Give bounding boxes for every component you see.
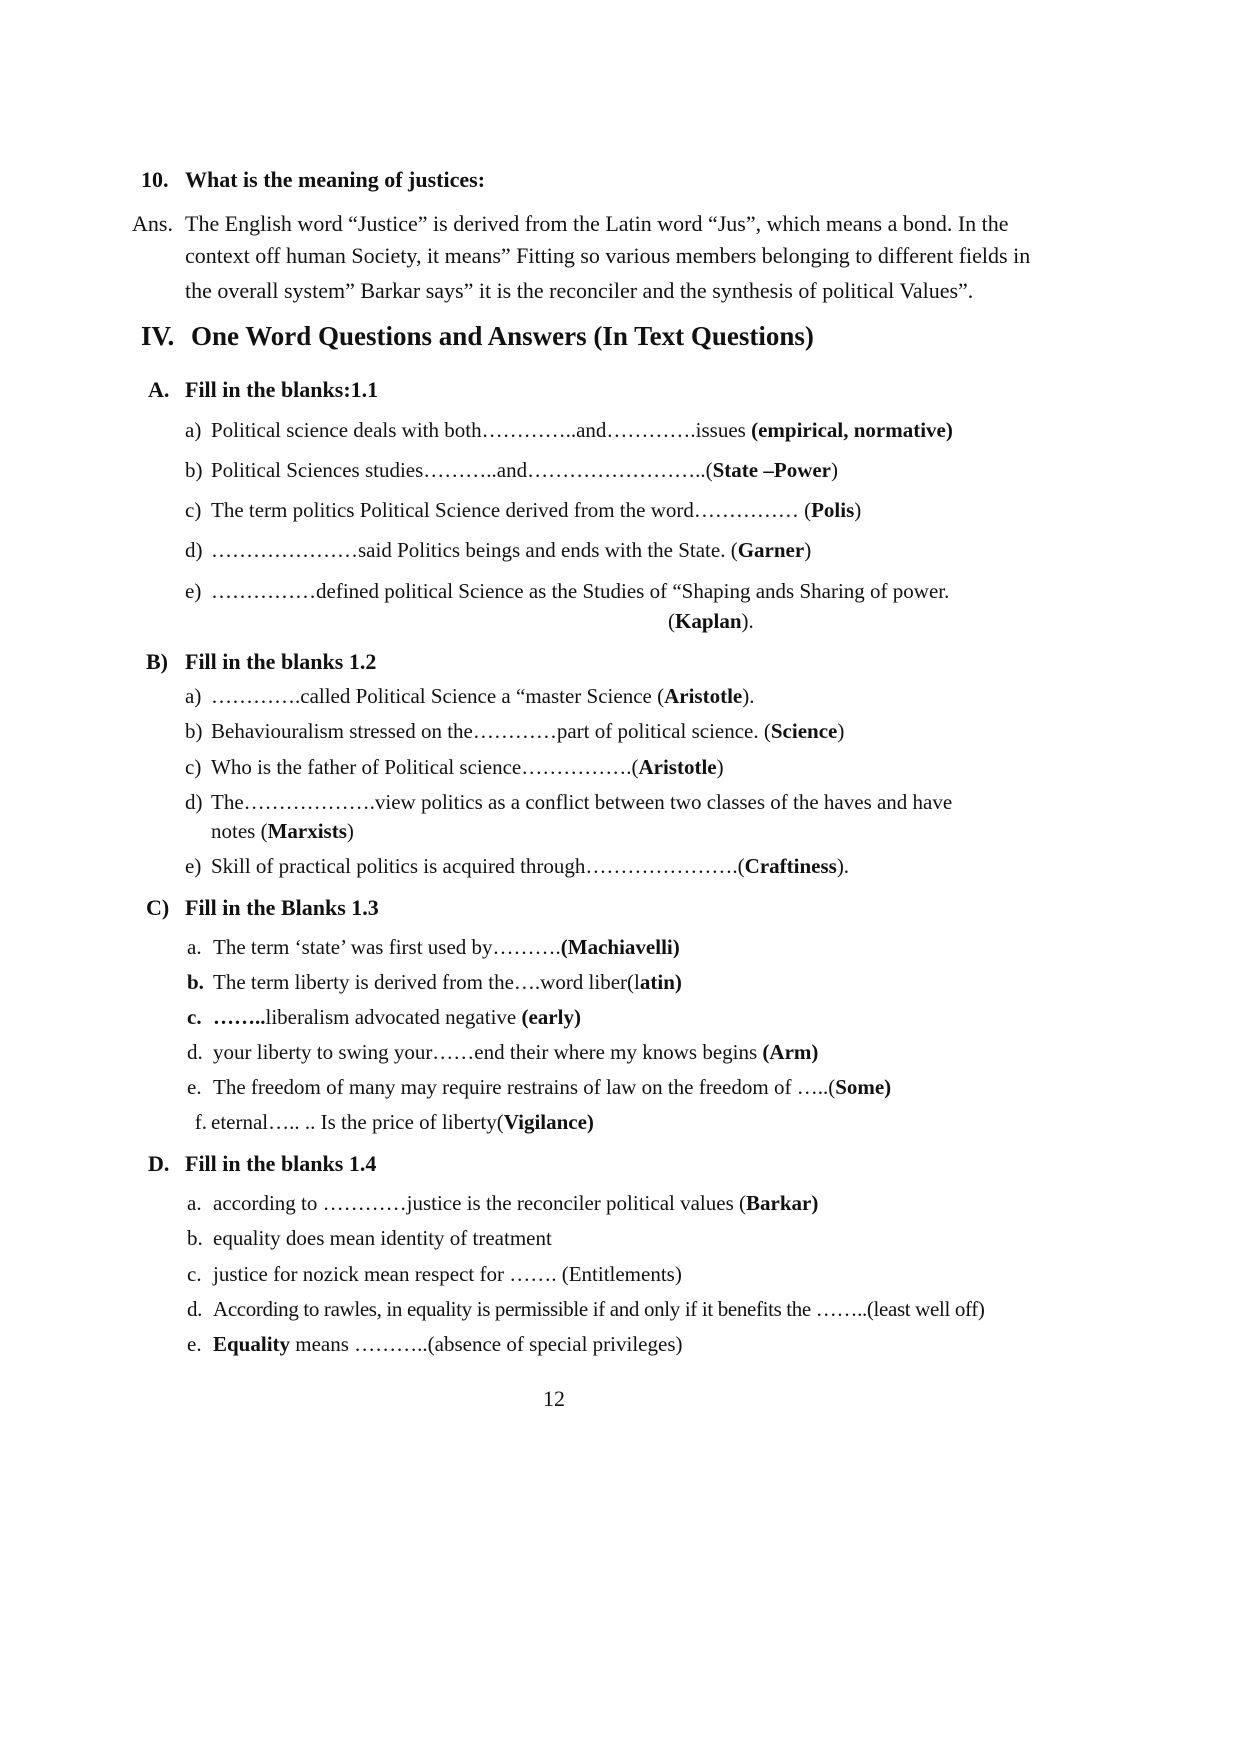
- list-item: [185, 684, 754, 709]
- item-tail: liberalism advocated negative: [265, 1005, 522, 1029]
- subsection-title: Fill in the blanks:1.1: [185, 377, 379, 402]
- item-answer: atin): [639, 970, 682, 994]
- answer-line: The English word “Justice” is derived from the Latin word “Jus”, which means a bond. In the: [185, 211, 1009, 236]
- item-label: b.: [187, 1226, 203, 1250]
- item-label: a): [185, 418, 202, 442]
- item-answer: State –Power: [712, 458, 831, 482]
- item-answer: Aristotle: [664, 684, 743, 708]
- item-label: b.: [187, 970, 204, 994]
- item-tail: ): [837, 719, 845, 743]
- item-answer: Barkar): [746, 1191, 819, 1215]
- item-text: Political science deals with both…………..and………….issues: [211, 418, 752, 442]
- item-label: b): [185, 719, 203, 743]
- item-answer: Equality: [213, 1332, 291, 1356]
- item-label: e.: [187, 1332, 202, 1356]
- item-label: c.: [187, 1005, 202, 1029]
- item-label: e.: [187, 1075, 202, 1099]
- list-item: [187, 1075, 891, 1100]
- item-text: justice for nozick mean respect for ……. (Entitlements): [213, 1262, 682, 1286]
- subsection-label: A.: [148, 377, 170, 402]
- answer-line: the overall system” Barkar says” it is the reconciler and the synthesis of political Values”.: [185, 278, 974, 303]
- list-item: [185, 579, 949, 604]
- list-item: [187, 1110, 594, 1135]
- paren-close: ): [346, 819, 354, 843]
- subsection-title: Fill in the blanks 1.2: [185, 649, 377, 674]
- item-answer: Marxists: [267, 819, 347, 843]
- question-text: What is the meaning of justices:: [185, 167, 486, 192]
- subsection-label: C): [146, 895, 170, 920]
- item-text: Political Sciences studies………..and……………………..(: [211, 458, 713, 482]
- item-answer: (Arm): [762, 1040, 819, 1064]
- list-item: [187, 1262, 682, 1287]
- item-label: d.: [187, 1040, 203, 1064]
- list-item: [185, 790, 952, 815]
- section-number: IV.: [141, 321, 175, 351]
- answer-label: Ans.: [132, 211, 173, 236]
- list-item: [185, 458, 838, 483]
- item-tail: ): [804, 538, 812, 562]
- item-answer: Aristotle: [638, 755, 717, 779]
- item-answer-2: (early): [521, 1005, 581, 1029]
- question-number: 10.: [141, 167, 169, 192]
- item-label: d.: [187, 1297, 203, 1321]
- item-answer: Science: [770, 719, 838, 743]
- paren-open: (: [668, 609, 675, 633]
- item-tail: ).: [836, 854, 850, 878]
- list-item: [187, 1005, 581, 1030]
- item-answer: (empirical, normative): [751, 418, 953, 442]
- item-text: The freedom of many may require restrains of law on the freedom of …..(: [213, 1075, 836, 1099]
- item-text: According to rawles, in equality is permissible if and only if it benefits the ……..(least well off): [213, 1297, 985, 1321]
- item-text: Who is the father of Political science…………….(: [211, 755, 639, 779]
- item-text: The term politics Political Science derived from the word…………… (: [211, 498, 812, 522]
- item-continuation: [668, 609, 754, 634]
- list-item: [185, 418, 953, 443]
- list-item: [187, 935, 680, 960]
- item-tail: ): [831, 458, 838, 482]
- item-answer: (Machiavelli): [560, 935, 680, 959]
- item-text: according to …………justice is the reconciler political values (: [213, 1191, 746, 1215]
- page-number: 12: [543, 1386, 565, 1411]
- continuation-text: notes (: [211, 819, 268, 843]
- list-item: [185, 854, 849, 879]
- item-text: equality does mean identity of treatment: [213, 1226, 552, 1250]
- item-answer: Some): [835, 1075, 892, 1099]
- item-label: b): [185, 458, 203, 482]
- item-answer: Vigilance): [503, 1110, 594, 1134]
- item-label: c): [185, 498, 202, 522]
- item-label: a.: [187, 935, 202, 959]
- item-label: e): [185, 854, 202, 878]
- subsection-label: B): [146, 649, 168, 674]
- item-text: ………….called Political Science a “master Science (: [211, 684, 665, 708]
- list-item: [185, 538, 811, 563]
- item-answer: Garner: [737, 538, 805, 562]
- item-continuation: [211, 819, 354, 844]
- list-item: [187, 1332, 682, 1357]
- item-label: a.: [187, 1191, 202, 1215]
- item-answer: Polis: [811, 498, 855, 522]
- item-text: ……………defined political Science as the Studies of “Shaping ands Sharing of power.: [211, 579, 950, 603]
- item-text: Skill of practical politics is acquired through………………….(: [211, 854, 745, 878]
- list-item: [185, 498, 861, 523]
- item-text: eternal….. .. Is the price of liberty(: [211, 1110, 504, 1134]
- item-tail: means ………..(absence of special privileges): [290, 1332, 683, 1356]
- item-tail: ): [854, 498, 862, 522]
- list-item: [187, 970, 682, 995]
- item-tail: ).: [742, 684, 755, 708]
- item-text: Behaviouralism stressed on the…………part of political science. (: [211, 719, 771, 743]
- subsection-title: Fill in the Blanks 1.3: [185, 895, 379, 920]
- list-item: [187, 1040, 818, 1065]
- item-label: c): [185, 755, 202, 779]
- list-item: [187, 1226, 552, 1251]
- item-label: c.: [187, 1262, 202, 1286]
- item-label: e): [185, 579, 202, 603]
- item-label: a): [185, 684, 202, 708]
- paren-close: ).: [741, 609, 754, 633]
- item-label: f.: [194, 1110, 207, 1134]
- item-label: d): [185, 538, 203, 562]
- item-answer: Craftiness: [744, 854, 837, 878]
- section-title: One Word Questions and Answers (In Text Questions): [191, 321, 814, 351]
- item-tail: ): [716, 755, 724, 779]
- list-item: [185, 755, 724, 780]
- item-answer: ……..: [213, 1005, 266, 1029]
- item-text: The term liberty is derived from the….word liber(l: [213, 970, 640, 994]
- item-text: The……………….view politics as a conflict between two classes of the haves and have: [211, 790, 953, 814]
- item-text: The term ‘state’ was first used by……….: [213, 935, 561, 959]
- item-text: …………………said Politics beings and ends with the State. (: [211, 538, 738, 562]
- item-text: your liberty to swing your……end their where my knows begins: [213, 1040, 763, 1064]
- item-label: d): [185, 790, 203, 814]
- item-answer: Kaplan: [675, 609, 742, 633]
- answer-line: context off human Society, it means” Fitting so various members belonging to different fields in: [185, 243, 1031, 268]
- list-item: [187, 1297, 985, 1322]
- subsection-label: D.: [148, 1151, 170, 1176]
- subsection-title: Fill in the blanks 1.4: [185, 1151, 377, 1176]
- list-item: [187, 1191, 818, 1216]
- list-item: [185, 719, 844, 744]
